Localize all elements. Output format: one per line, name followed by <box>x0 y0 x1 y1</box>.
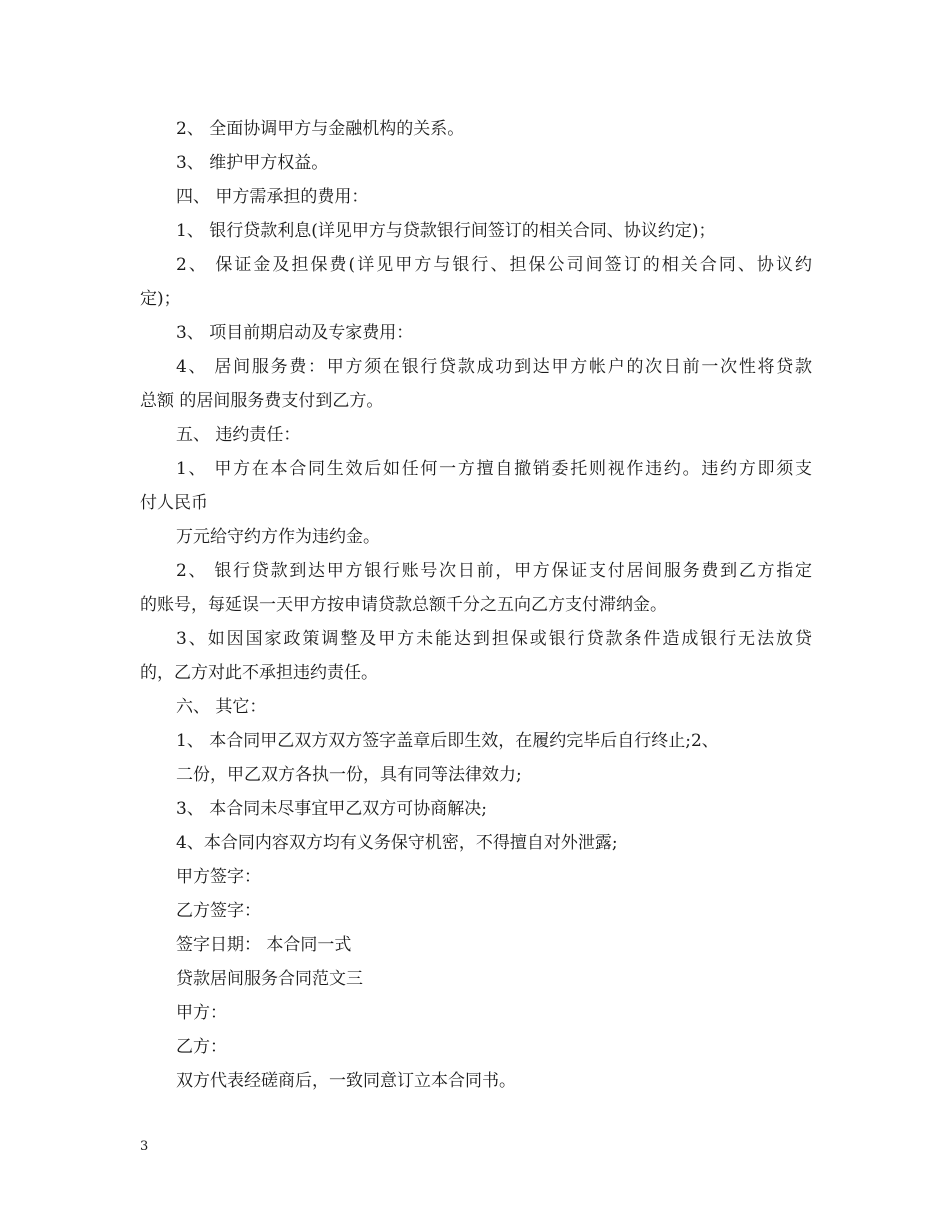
clause-line-continuation: 定)； <box>140 289 181 309</box>
clause-line: 3、 维护甲方权益。 <box>176 153 329 173</box>
signature-party-a: 甲方签字： <box>176 867 261 887</box>
section-heading: 五、 违约责任： <box>176 425 301 445</box>
signature-date: 签字日期： 本合同一式 <box>176 935 352 955</box>
clause-line: 1、 甲方在本合同生效后如任何一方擅自撤销委托则视作违约。违约方即须支 <box>176 459 812 479</box>
agreement-statement: 双方代表经磋商后，一致同意订立本合同书。 <box>176 1071 516 1091</box>
clause-line: 3、 本合同未尽事宜甲乙双方可协商解决; <box>176 799 487 819</box>
party-a-label: 甲方： <box>176 1003 227 1023</box>
clause-line-continuation: 付人民币 <box>140 493 208 513</box>
clause-line-continuation: 的，乙方对此不承担违约责任。 <box>140 663 378 683</box>
page-number: 3 <box>140 1139 149 1154</box>
document-subtitle: 贷款居间服务合同范文三 <box>176 969 363 989</box>
clause-line: 1、 银行贷款利息(详见甲方与贷款银行间签订的相关合同、协议约定)； <box>176 221 716 241</box>
clause-line-continuation: 的账号，每延误一天甲方按申请贷款总额千分之五向乙方支付滞纳金。 <box>140 595 667 615</box>
signature-party-b: 乙方签字： <box>176 901 261 921</box>
clause-line: 4、 居间服务费：甲方须在银行贷款成功到达甲方帐户的次日前一次性将贷款 <box>176 357 812 377</box>
clause-line: 1、 本合同甲乙双方双方签字盖章后即生效，在履约完毕后自行终止;2、 <box>176 731 719 751</box>
clause-line: 2、 保证金及担保费(详见甲方与银行、担保公司间签订的相关合同、协议约 <box>176 255 812 275</box>
clause-line: 2、 银行贷款到达甲方银行账号次日前，甲方保证支付居间服务费到乙方指定 <box>176 561 812 581</box>
clause-line: 3、如因国家政策调整及甲方未能达到担保或银行贷款条件造成银行无法放贷 <box>176 629 812 649</box>
clause-line: 万元给守约方作为违约金。 <box>176 527 380 547</box>
document-body <box>140 112 812 1098</box>
party-b-label: 乙方： <box>176 1037 227 1057</box>
clause-line: 4、本合同内容双方均有义务保守机密，不得擅自对外泄露; <box>176 833 618 853</box>
clause-line: 2、 全面协调甲方与金融机构的关系。 <box>176 119 465 139</box>
clause-line: 二份，甲乙双方各执一份，具有同等法律效力; <box>176 765 522 785</box>
clause-line-continuation: 总额 的居间服务费支付到乙方。 <box>140 391 384 411</box>
section-heading: 四、 甲方需承担的费用： <box>176 187 369 207</box>
section-heading: 六、 其它： <box>176 697 267 717</box>
clause-line: 3、 项目前期启动及专家费用： <box>176 323 414 343</box>
